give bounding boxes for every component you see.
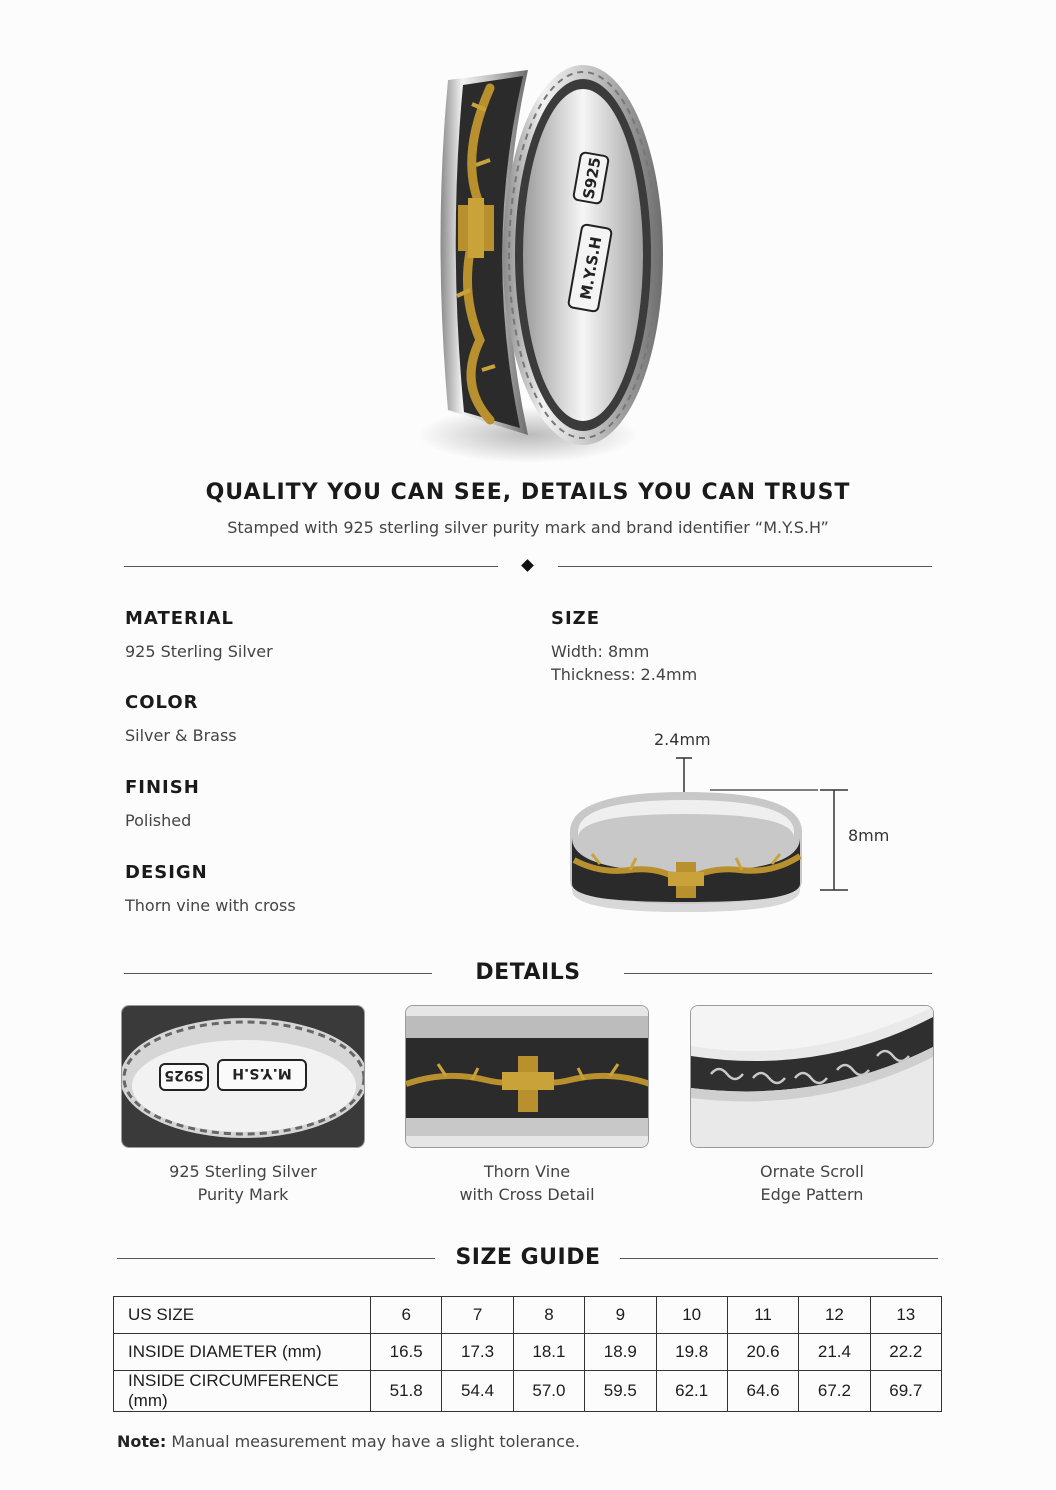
detail-caption-scroll	[690, 1160, 934, 1206]
detail-card-purity-mark	[121, 1005, 365, 1148]
table-cell: 16.5	[371, 1334, 442, 1371]
table-cell: 8	[513, 1297, 584, 1334]
table-cell: 12	[799, 1297, 870, 1334]
detail-caption-scroll-line1: Ornate Scroll	[760, 1162, 864, 1181]
table-row	[114, 1371, 942, 1412]
detail-caption-thorn-line1: Thorn Vine	[483, 1162, 571, 1181]
note-text: Manual measurement may have a slight tolerance.	[166, 1432, 580, 1451]
divider-left	[124, 566, 498, 567]
size-thickness-value: Thickness: 2.4mm	[551, 665, 698, 684]
size-guide-divider-right	[620, 1258, 938, 1259]
table-cell: 19.8	[656, 1334, 727, 1371]
size-width-value: Width: 8mm	[551, 642, 650, 661]
design-heading: DESIGN	[125, 862, 208, 883]
table-cell: 11	[727, 1297, 798, 1334]
note-label: Note:	[117, 1432, 167, 1451]
table-row	[114, 1334, 942, 1371]
table-cell: 69.7	[870, 1371, 941, 1412]
table-cell: 59.5	[585, 1371, 656, 1412]
table-cell: 57.0	[513, 1371, 584, 1412]
detail-card-scroll-edge	[690, 1005, 934, 1148]
table-cell: 13	[870, 1297, 941, 1334]
purity-stamp-text: S925	[579, 155, 605, 201]
measurement-note	[117, 1432, 580, 1451]
table-cell: 18.9	[585, 1334, 656, 1371]
table-cell: 9	[585, 1297, 656, 1334]
detail-caption-purity-line1: 925 Sterling Silver	[169, 1162, 317, 1181]
material-heading: MATERIAL	[125, 608, 234, 629]
details-title: DETAILS	[475, 960, 581, 985]
design-value: Thorn vine with cross	[125, 896, 296, 915]
size-heading: SIZE	[551, 608, 601, 629]
thickness-dimension-label: 2.4mm	[654, 730, 711, 749]
divider-right	[558, 566, 932, 567]
details-divider-right	[624, 973, 932, 974]
page-subheadline: Stamped with 925 sterling silver purity mark and brand identifier “M.Y.S.H”	[227, 518, 829, 537]
ring-side-view-diagram	[560, 752, 860, 922]
table-row-label: INSIDE DIAMETER (mm)	[114, 1334, 371, 1371]
table-cell: 18.1	[513, 1334, 584, 1371]
hero-ring-image	[378, 40, 678, 480]
detail-caption-purity	[121, 1160, 365, 1206]
finish-heading: FINISH	[125, 777, 200, 798]
detail-caption-thorn	[405, 1160, 649, 1206]
table-cell: 21.4	[799, 1334, 870, 1371]
table-cell: 6	[371, 1297, 442, 1334]
finish-value: Polished	[125, 811, 192, 830]
color-heading: COLOR	[125, 692, 199, 713]
table-cell: 7	[442, 1297, 513, 1334]
detail-caption-scroll-line2: Edge Pattern	[760, 1185, 864, 1204]
page-headline: QUALITY YOU CAN SEE, DETAILS YOU CAN TRUST	[205, 480, 851, 505]
material-value: 925 Sterling Silver	[125, 642, 273, 661]
svg-text:S925: S925	[164, 1067, 204, 1083]
table-cell: 62.1	[656, 1371, 727, 1412]
table-cell: 64.6	[727, 1371, 798, 1412]
table-cell: 51.8	[371, 1371, 442, 1412]
table-cell: 20.6	[727, 1334, 798, 1371]
table-row	[114, 1297, 942, 1334]
size-guide-table	[113, 1296, 942, 1412]
width-dimension-label: 8mm	[848, 826, 890, 845]
detail-caption-thorn-line2: with Cross Detail	[459, 1185, 595, 1204]
svg-text:M.Y.S.H: M.Y.S.H	[232, 1065, 292, 1081]
brand-stamp-text: M.Y.S.H	[576, 235, 606, 302]
detail-caption-purity-line2: Purity Mark	[197, 1185, 289, 1204]
table-cell: 54.4	[442, 1371, 513, 1412]
table-row-label: US SIZE	[114, 1297, 371, 1334]
divider-diamond-icon	[521, 559, 534, 572]
table-cell: 67.2	[799, 1371, 870, 1412]
color-value: Silver & Brass	[125, 726, 237, 745]
detail-card-thorn-vine	[405, 1005, 649, 1148]
table-cell: 10	[656, 1297, 727, 1334]
table-cell: 22.2	[870, 1334, 941, 1371]
size-guide-title: SIZE GUIDE	[455, 1245, 601, 1270]
table-cell: 17.3	[442, 1334, 513, 1371]
table-row-label: INSIDE CIRCUMFERENCE (mm)	[114, 1371, 371, 1412]
